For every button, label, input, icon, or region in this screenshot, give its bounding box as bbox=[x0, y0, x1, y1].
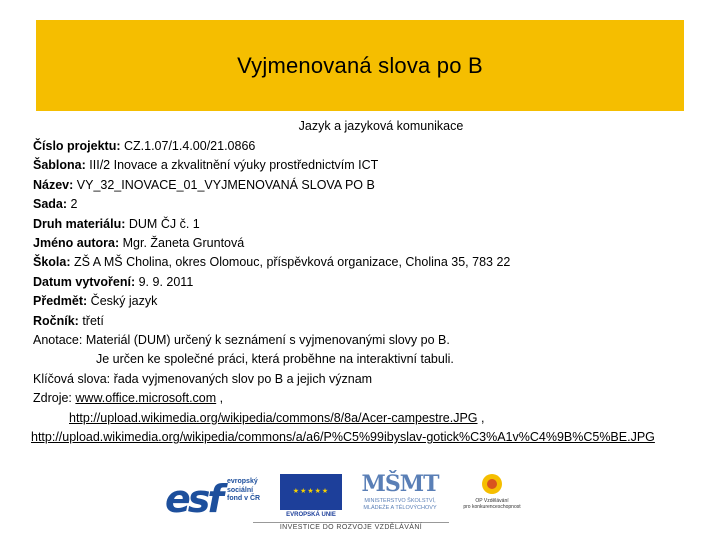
meta-value: VY_32_INOVACE_01_VYJMENOVANÁ SLOVA PO B bbox=[76, 177, 375, 192]
meta-row-datum bbox=[33, 273, 718, 292]
title-banner bbox=[36, 20, 684, 111]
meta-label: Jméno autora: bbox=[33, 236, 120, 251]
meta-value: Mgr. Žaneta Gruntová bbox=[122, 236, 245, 251]
meta-row-zdroje-3 bbox=[31, 428, 718, 447]
meta-value: DUM ČJ č. 1 bbox=[128, 216, 200, 231]
meta-label: Šablona: bbox=[33, 158, 86, 173]
meta-value: třetí bbox=[82, 313, 104, 328]
slide-subtitle: Jazyk a jazyková komunikace bbox=[298, 119, 464, 133]
op-caption-line: pro konkurenceschopnost bbox=[463, 504, 521, 510]
meta-label: Druh materiálu: bbox=[33, 216, 126, 231]
meta-row-sablona bbox=[33, 156, 718, 175]
esf-mark-icon: esf bbox=[165, 477, 221, 521]
op-caption-line: OP Vzdělávání bbox=[475, 498, 509, 504]
meta-row-rocnik bbox=[33, 312, 718, 331]
eu-caption: EVROPSKÁ UNIE bbox=[286, 512, 336, 518]
meta-value: 9. 9. 2011 bbox=[138, 274, 194, 289]
meta-row-anotace-cont bbox=[33, 350, 718, 369]
meta-label: Název: bbox=[33, 177, 74, 192]
meta-label: Anotace: bbox=[33, 333, 83, 348]
meta-row-skola bbox=[33, 253, 718, 272]
meta-row-klicova bbox=[33, 370, 718, 389]
esf-caption bbox=[227, 478, 260, 504]
meta-value: CZ.1.07/1.4.00/21.0866 bbox=[124, 139, 256, 153]
meta-row-anotace bbox=[33, 331, 718, 350]
eu-stars-icon: ★★★★★ bbox=[292, 488, 330, 495]
meta-label: Zdroje: bbox=[33, 391, 72, 406]
meta-row-zdroje bbox=[33, 389, 718, 408]
op-mark-icon bbox=[475, 472, 509, 498]
meta-value: řada vyjmenovaných slov po B a jejich význam bbox=[113, 371, 373, 386]
investice-caption: INVESTICE DO ROZVOJE VZDĚLÁVÁNÍ bbox=[253, 522, 449, 531]
separator: , bbox=[477, 410, 485, 425]
meta-label: Předmět: bbox=[33, 294, 88, 309]
msmt-logo bbox=[355, 470, 445, 522]
meta-label: Sada: bbox=[33, 197, 68, 212]
eu-flag-icon bbox=[280, 474, 342, 510]
metadata-block bbox=[33, 137, 718, 448]
esf-caption-line: sociální bbox=[227, 486, 254, 494]
msmt-caption-line: MLÁDEŽE A TĚLOVÝCHOVY bbox=[363, 505, 437, 511]
esf-caption-line: evropský bbox=[227, 478, 258, 485]
source-link-acer[interactable]: http://upload.wikimedia.org/wikipedia/commons/8/8a/Acer-campestre.JPG bbox=[69, 410, 478, 425]
meta-row-autor bbox=[33, 234, 718, 253]
meta-value: Je určen ke společné práci, která proběhne na interaktivní tabuli. bbox=[96, 352, 454, 367]
meta-row-druh bbox=[33, 215, 718, 234]
logo-strip bbox=[165, 470, 565, 531]
esf-logo bbox=[165, 470, 270, 522]
msmt-caption bbox=[355, 498, 445, 512]
meta-value: 2 bbox=[70, 197, 78, 212]
meta-label: Škola: bbox=[33, 255, 71, 270]
meta-label: Klíčová slova: bbox=[33, 371, 111, 386]
separator: , bbox=[216, 391, 224, 406]
msmt-caption-line: MINISTERSTVO ŠKOLSTVÍ, bbox=[364, 498, 436, 504]
meta-row-cislo-projektu bbox=[33, 137, 718, 156]
meta-label: Ročník: bbox=[33, 313, 79, 328]
slide-title: Vyjmenovaná slova po B bbox=[237, 52, 483, 78]
meta-value: III/2 Inovace a zkvalitnění výuky prostřednictvím ICT bbox=[89, 158, 379, 173]
meta-row-nazev bbox=[33, 176, 718, 195]
meta-label: Číslo projektu: bbox=[33, 139, 121, 153]
op-logo bbox=[457, 472, 527, 520]
meta-row-sada bbox=[33, 195, 718, 214]
msmt-mark: MŠMT bbox=[361, 471, 439, 497]
meta-value: Český jazyk bbox=[90, 294, 158, 309]
meta-row-zdroje-2 bbox=[33, 409, 718, 428]
meta-row-predmet bbox=[33, 292, 718, 311]
eu-logo bbox=[280, 474, 342, 518]
source-link-pribyslav[interactable]: http://upload.wikimedia.org/wikipedia/commons/a/a6/P%C5%99ibyslav-gotick%C3%A1v%C4%9B%C5%BE.JPG bbox=[31, 430, 655, 445]
meta-value: Materiál (DUM) určený k seznámení s vyjmenovanými slovy po B. bbox=[85, 333, 450, 348]
esf-caption-line: fond v ČR bbox=[227, 495, 261, 502]
source-link-office[interactable]: www.office.microsoft.com bbox=[75, 391, 217, 406]
op-caption bbox=[457, 498, 527, 510]
meta-label: Datum vytvoření: bbox=[33, 274, 136, 289]
meta-value: ZŠ A MŠ Cholina, okres Olomouc, příspěvková organizace, Cholina 35, 783 22 bbox=[74, 255, 511, 270]
